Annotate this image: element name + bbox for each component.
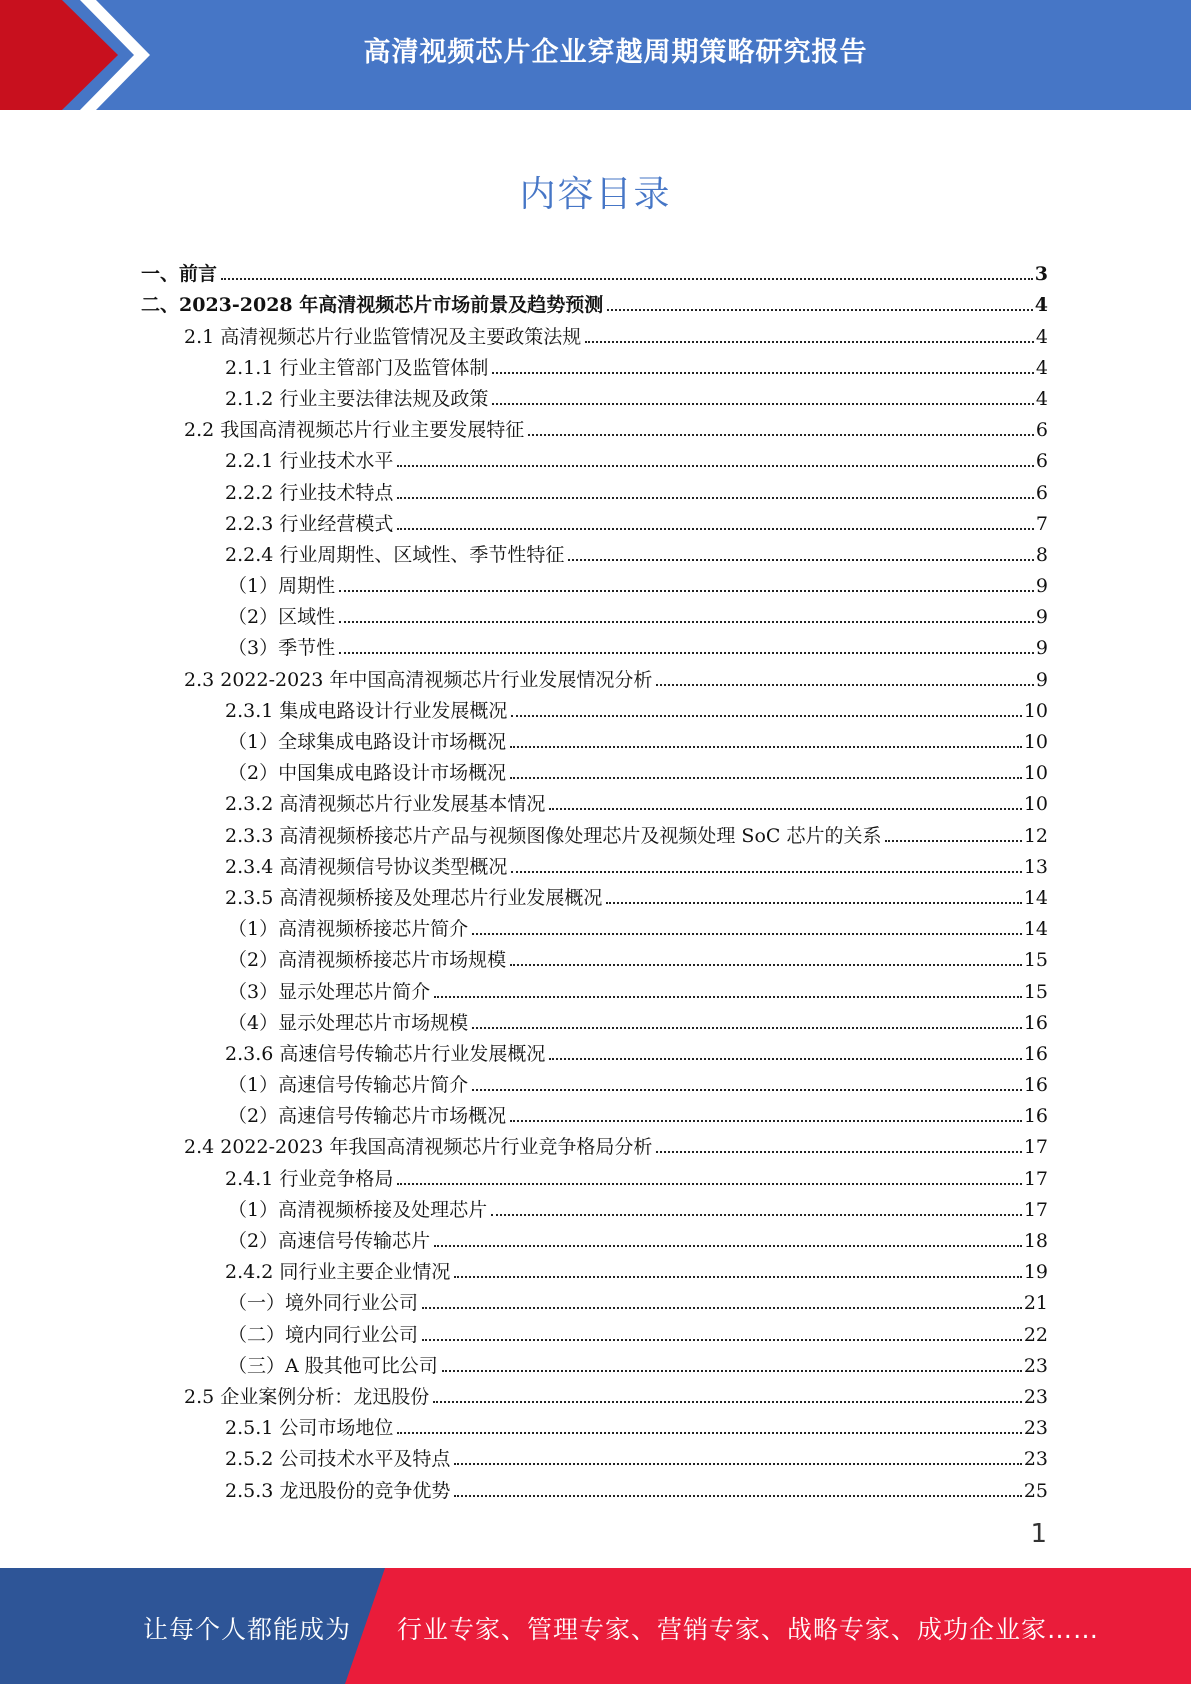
toc-entry-page: 25 — [1023, 1479, 1048, 1502]
toc-entry-page: 10 — [1023, 731, 1048, 753]
toc-entry-page: 10 — [1023, 793, 1048, 816]
toc-entry-page: 14 — [1023, 886, 1048, 909]
toc-entry[interactable] — [0, 971, 1191, 1002]
toc-entry[interactable] — [0, 285, 1191, 316]
toc-entry-title: （一）境外同行业公司 — [228, 1292, 422, 1314]
toc-entry-title: 2.1 高清视频芯片行业监管情况及主要政策法规 — [184, 326, 585, 348]
toc-entry[interactable] — [0, 472, 1191, 503]
toc-entry-title: （4）显示处理芯片市场规模 — [228, 1012, 472, 1034]
toc-entry[interactable] — [0, 1065, 1191, 1096]
toc-entry-title: （1）全球集成电路设计市场概况 — [228, 731, 510, 753]
toc-entry-title: 2.3.2 高清视频芯片行业发展基本情况 — [225, 793, 549, 815]
toc-entry-page: 16 — [1023, 1105, 1048, 1128]
toc-entry-title: 2.5.2 公司技术水平及特点 — [225, 1448, 454, 1470]
toc-entry-page: 9 — [1035, 606, 1048, 629]
toc-dot-leader — [528, 434, 1034, 436]
footer-slogan-left: 让每个人都能成为 — [143, 1615, 352, 1644]
toc-entry[interactable] — [0, 753, 1191, 784]
toc-entry-title: （2）高清视频桥接芯片市场规模 — [228, 949, 510, 971]
toc-entry[interactable] — [0, 1314, 1191, 1345]
toc-entry-page: 16 — [1023, 1042, 1048, 1065]
toc-dot-leader — [510, 777, 1022, 779]
toc-entry-title: （1）高清视频桥接及处理芯片 — [228, 1199, 491, 1221]
toc-dot-leader — [422, 1307, 1022, 1309]
toc-dot-leader — [607, 309, 1033, 311]
toc-entry-title: 2.2.4 行业周期性、区域性、季节性特征 — [225, 544, 568, 566]
toc-entry-title: （3）显示处理芯片简介 — [228, 981, 434, 1003]
toc-entry-page: 23 — [1023, 1448, 1048, 1471]
toc-entry-title: （3）季节性 — [228, 637, 339, 659]
toc-entry[interactable] — [0, 1439, 1191, 1470]
toc-dot-leader — [339, 621, 1034, 623]
toc-entry-title: 2.5 企业案例分析：龙迅股份 — [184, 1386, 433, 1408]
toc-entry[interactable] — [0, 1470, 1191, 1501]
toc-entry[interactable] — [0, 1377, 1191, 1408]
toc-entry-page: 16 — [1023, 1074, 1048, 1097]
toc-entry-title: （三）A 股其他可比公司 — [228, 1355, 442, 1377]
toc-entry-page: 17 — [1023, 1136, 1048, 1159]
toc-dot-leader — [885, 840, 1021, 842]
toc-dot-leader — [397, 465, 1034, 467]
toc-entry-title: （2）高速信号传输芯片 — [228, 1230, 434, 1252]
toc-entry[interactable] — [0, 1127, 1191, 1158]
toc-entry[interactable] — [0, 784, 1191, 815]
toc-entry-title: 2.5.1 公司市场地位 — [225, 1417, 397, 1439]
toc-entry[interactable] — [0, 535, 1191, 566]
toc-entry-title: 2.1.1 行业主管部门及监管体制 — [225, 357, 492, 379]
page-number: 1 — [1030, 1519, 1047, 1549]
toc-dot-leader — [510, 1120, 1022, 1122]
toc-entry[interactable] — [0, 1190, 1191, 1221]
toc-dot-leader — [549, 808, 1021, 810]
report-title: 高清视频芯片企业穿越周期策略研究报告 — [363, 37, 868, 68]
toc-entry-title: 2.2.3 行业经营模式 — [225, 513, 397, 535]
toc-entry[interactable] — [0, 722, 1191, 753]
toc-entry[interactable] — [0, 1003, 1191, 1034]
toc-dot-leader — [472, 933, 1022, 935]
toc-entry[interactable] — [0, 847, 1191, 878]
toc-entry-page: 9 — [1035, 637, 1048, 660]
toc-dot-leader — [511, 715, 1021, 717]
toc-entry-page: 15 — [1023, 980, 1048, 1003]
toc-dot-leader — [510, 964, 1022, 966]
toc-entry-page: 6 — [1035, 481, 1048, 504]
toc-dot-leader — [454, 1463, 1021, 1465]
toc-dot-leader — [656, 1151, 1021, 1153]
toc-dot-leader — [491, 1214, 1022, 1216]
toc-dot-leader — [397, 528, 1034, 530]
toc-dot-leader — [397, 1432, 1021, 1434]
toc-entry-page: 7 — [1035, 512, 1048, 535]
toc-entry[interactable] — [0, 659, 1191, 690]
toc-entry-title: （二）境内同行业公司 — [228, 1324, 422, 1346]
toc-dot-leader — [656, 684, 1033, 686]
toc-entry-page: 22 — [1023, 1323, 1048, 1346]
toc-entry[interactable] — [0, 504, 1191, 535]
toc-entry-title: （1）高清视频桥接芯片简介 — [228, 918, 472, 940]
toc-dot-leader — [492, 372, 1034, 374]
toc-entry[interactable] — [0, 254, 1191, 285]
toc-dot-leader — [492, 403, 1034, 405]
toc-dot-leader — [606, 902, 1021, 904]
toc-entry-page: 15 — [1023, 949, 1048, 972]
footer-banner — [0, 1568, 1191, 1684]
report-header-band — [0, 0, 1191, 110]
table-of-contents — [0, 254, 1191, 1502]
toc-entry-title: 2.5.3 龙迅股份的竞争优势 — [225, 1480, 454, 1502]
toc-dot-leader — [339, 590, 1034, 592]
toc-dot-leader — [472, 1027, 1022, 1029]
toc-entry[interactable] — [0, 1346, 1191, 1377]
toc-dot-leader — [585, 341, 1034, 343]
toc-entry[interactable] — [0, 1158, 1191, 1189]
toc-entry-page: 18 — [1023, 1230, 1048, 1252]
toc-entry-page: 17 — [1023, 1167, 1048, 1190]
toc-entry[interactable] — [0, 878, 1191, 909]
toc-entry-page: 23 — [1023, 1385, 1048, 1408]
toc-entry[interactable] — [0, 940, 1191, 971]
toc-entry-page: 4 — [1035, 356, 1048, 379]
toc-dot-leader — [454, 1495, 1021, 1497]
toc-entry-page: 16 — [1023, 1011, 1048, 1034]
toc-entry[interactable] — [0, 691, 1191, 722]
toc-entry-title: （1）周期性 — [228, 575, 339, 597]
toc-entry-title: 2.3.5 高清视频桥接及处理芯片行业发展概况 — [225, 887, 606, 909]
toc-entry-page: 3 — [1034, 263, 1048, 286]
toc-entry-title: 2.2 我国高清视频芯片行业主要发展特征 — [184, 419, 528, 441]
toc-dot-leader — [442, 1370, 1022, 1372]
toc-entry[interactable] — [0, 316, 1191, 347]
toc-dot-leader — [433, 1401, 1022, 1403]
toc-entry-page: 12 — [1023, 824, 1048, 847]
toc-entry-page: 4 — [1035, 387, 1048, 410]
toc-entry-page: 8 — [1035, 543, 1048, 566]
toc-entry-page: 4 — [1034, 294, 1048, 317]
toc-dot-leader — [472, 1089, 1022, 1091]
toc-entry[interactable] — [0, 597, 1191, 628]
toc-entry-title: 2.1.2 行业主要法律法规及政策 — [225, 388, 492, 410]
toc-heading: 内容目录 — [519, 174, 672, 215]
toc-entry[interactable] — [0, 1221, 1191, 1252]
toc-dot-leader — [511, 871, 1021, 873]
toc-entry-page: 23 — [1023, 1417, 1048, 1440]
toc-dot-leader — [510, 746, 1022, 748]
toc-entry-title: 2.4.2 同行业主要企业情况 — [225, 1261, 454, 1283]
toc-entry-title: （2）高速信号传输芯片市场概况 — [228, 1105, 510, 1127]
toc-entry[interactable] — [0, 410, 1191, 441]
toc-dot-leader — [568, 559, 1034, 561]
toc-dot-leader — [397, 497, 1034, 499]
toc-entry[interactable] — [0, 1034, 1191, 1065]
toc-dot-leader — [434, 996, 1022, 998]
toc-entry-page: 23 — [1023, 1354, 1048, 1377]
toc-entry-title: 2.3.6 高速信号传输芯片行业发展概况 — [225, 1043, 549, 1065]
toc-entry[interactable] — [0, 1283, 1191, 1314]
toc-entry-page: 9 — [1035, 575, 1048, 598]
toc-entry[interactable] — [0, 628, 1191, 659]
toc-entry[interactable] — [0, 1408, 1191, 1439]
toc-dot-leader — [221, 278, 1033, 280]
toc-entry[interactable] — [0, 348, 1191, 379]
toc-entry-page: 10 — [1023, 699, 1048, 722]
toc-entry-page: 6 — [1035, 419, 1048, 442]
toc-entry-page: 4 — [1035, 325, 1048, 348]
toc-entry-page: 21 — [1023, 1292, 1048, 1315]
toc-entry-title: 2.4.1 行业竞争格局 — [225, 1168, 397, 1190]
toc-entry[interactable] — [0, 815, 1191, 846]
toc-entry-page: 14 — [1023, 918, 1048, 941]
toc-entry-page: 17 — [1023, 1198, 1048, 1221]
toc-entry-page: 19 — [1023, 1261, 1048, 1284]
toc-dot-leader — [434, 1245, 1022, 1247]
toc-dot-leader — [454, 1276, 1021, 1278]
toc-entry-title: 2.3.1 集成电路设计行业发展概况 — [225, 700, 511, 722]
toc-entry-title: 2.3.3 高清视频桥接芯片产品与视频图像处理芯片及视频处理 SoC 芯片的关系 — [225, 825, 885, 847]
toc-dot-leader — [397, 1183, 1021, 1185]
toc-entry[interactable] — [0, 566, 1191, 597]
toc-entry-title: 2.3.4 高清视频信号协议类型概况 — [225, 856, 511, 878]
toc-entry[interactable] — [0, 441, 1191, 472]
toc-dot-leader — [339, 652, 1034, 654]
toc-entry-title: （2）区域性 — [228, 606, 339, 628]
footer-slogan-right: 行业专家、管理专家、营销专家、战略专家、成功企业家…… — [397, 1615, 1100, 1644]
toc-entry-page: 9 — [1035, 668, 1048, 691]
toc-dot-leader — [422, 1339, 1022, 1341]
toc-entry-title: 2.2.1 行业技术水平 — [225, 450, 397, 472]
toc-entry-page: 10 — [1023, 762, 1048, 785]
toc-entry-title: 2.4 2022-2023 年我国高清视频芯片行业竞争格局分析 — [184, 1136, 656, 1158]
toc-entry-page: 13 — [1023, 855, 1048, 878]
toc-entry[interactable] — [0, 1096, 1191, 1127]
toc-entry-title: 2.3 2022-2023 年中国高清视频芯片行业发展情况分析 — [184, 669, 656, 691]
toc-entry-title: 二、2023-2028 年高清视频芯片市场前景及趋势预测 — [141, 294, 607, 316]
toc-entry[interactable] — [0, 379, 1191, 410]
toc-dot-leader — [549, 1058, 1021, 1060]
toc-entry-title: （2）中国集成电路设计市场概况 — [228, 762, 510, 784]
toc-entry[interactable] — [0, 1252, 1191, 1283]
toc-entry-title: 2.2.2 行业技术特点 — [225, 482, 397, 504]
toc-entry-title: （1）高速信号传输芯片简介 — [228, 1074, 472, 1096]
toc-entry-title: 一、前言 — [141, 263, 221, 285]
toc-entry[interactable] — [0, 909, 1191, 940]
toc-entry-page: 6 — [1035, 450, 1048, 473]
